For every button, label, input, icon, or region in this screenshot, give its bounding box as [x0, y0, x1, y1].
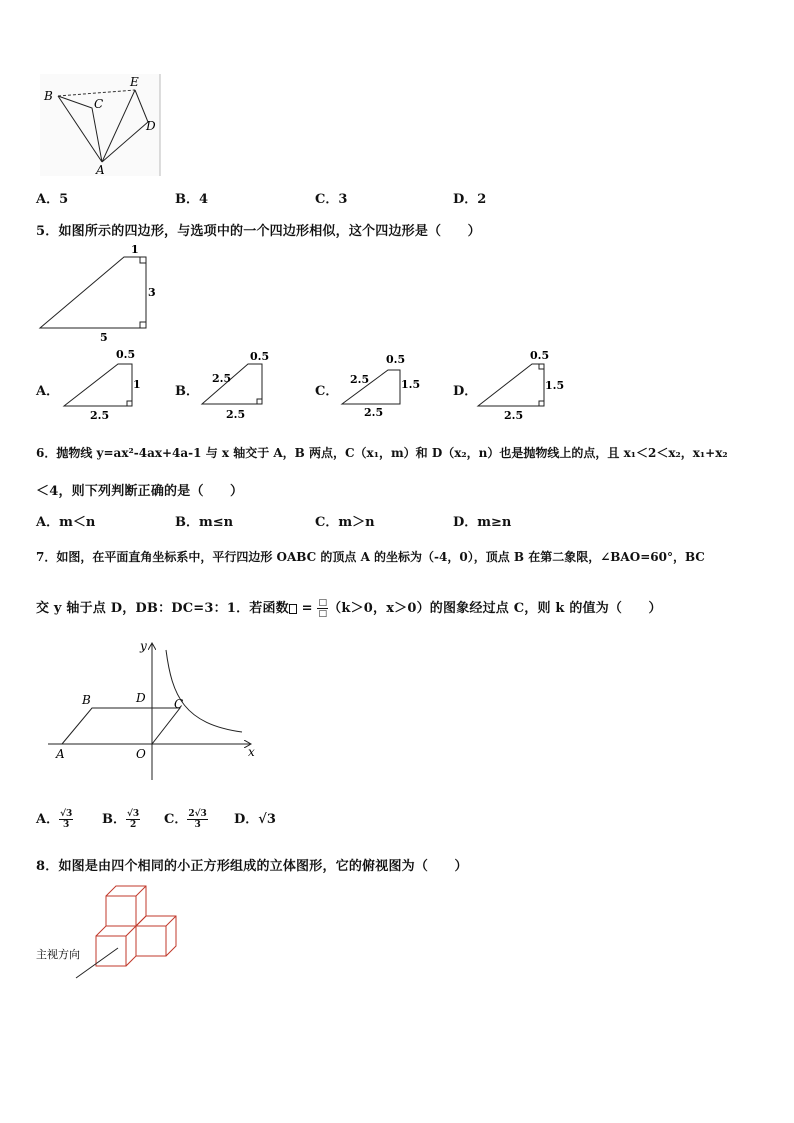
- q5-choice-a-shape: [56, 348, 146, 422]
- point-C-label: C: [174, 697, 184, 711]
- q7-opt-c-den: 3: [194, 820, 201, 830]
- c-bottom: 2.5: [364, 406, 384, 419]
- q7-option-a[interactable]: [36, 808, 73, 830]
- b-left: 2.5: [212, 372, 232, 385]
- main-right-label: 3: [148, 286, 156, 299]
- q6-question-line1: 6．抛物线 y=ax²-4ax+4a-1 与 x 轴交于 A，B 两点，C（x₁，m）和 D（x₂，n）也是抛物线上的点，且 x₁＜2＜x₂，x₁+x₂: [36, 446, 728, 460]
- view-direction-label: 主视方向: [36, 948, 80, 961]
- q7-question-line2: [36, 597, 662, 619]
- d-top: 0.5: [530, 349, 550, 362]
- q6-question-line2: ＜4，则下列判断正确的是（ ）: [36, 484, 244, 499]
- origin-label: O: [136, 747, 146, 761]
- q4-option-c[interactable]: C．3: [315, 192, 348, 207]
- c-left: 2.5: [350, 373, 370, 386]
- q7-opt-a-frac: [59, 809, 73, 830]
- label-C: C: [94, 97, 104, 111]
- b-top: 0.5: [250, 350, 270, 363]
- a-right: 1: [133, 378, 141, 391]
- q4-figure: [36, 72, 166, 180]
- q5-choice-c-shape: [336, 348, 426, 422]
- q8-cubes-figure: [30, 878, 200, 982]
- q7-opt-b-frac: [126, 809, 140, 830]
- q7-line2-b: （k＞0，x＞0）的图象经过点 C，则 k 的值为（ ）: [328, 601, 662, 616]
- q7-fraction: [317, 598, 328, 619]
- q6-option-b[interactable]: B．m≤n: [175, 515, 234, 530]
- q7-opt-d-value: √3: [258, 812, 276, 827]
- q4-option-a[interactable]: A．5: [36, 192, 69, 207]
- c-right: 1.5: [401, 378, 421, 391]
- q5-question: 5．如图所示的四边形，与选项中的一个四边形相似，这个四边形是（ ）: [36, 224, 481, 239]
- q7-opt-c-frac: [187, 809, 207, 830]
- a-top: 0.5: [116, 348, 136, 361]
- q5-choice-b-letter[interactable]: B．: [175, 384, 199, 399]
- q7-frac-num: □: [318, 598, 328, 608]
- q7-opt-a-num: √3: [60, 809, 73, 819]
- q5-choice-d-shape: [474, 348, 564, 422]
- axis-x-label: x: [248, 745, 255, 759]
- label-B: B: [44, 89, 53, 103]
- q7-opt-a-den: 3: [63, 820, 70, 830]
- label-D: D: [146, 119, 156, 133]
- point-B-label: B: [82, 693, 91, 707]
- q7-opt-b-letter: B．: [102, 812, 126, 827]
- q8-question: 8．如图是由四个相同的小正方形组成的立体图形，它的俯视图为（ ）: [36, 859, 468, 874]
- q4-option-d[interactable]: D．2: [453, 192, 487, 207]
- label-A: A: [96, 163, 105, 177]
- q7-line2-a: 交 y 轴于点 D，DB：DC=3：1．若函数: [36, 601, 289, 616]
- point-A-label: A: [56, 747, 65, 761]
- function-symbol: [289, 604, 297, 614]
- label-E: E: [130, 75, 139, 89]
- q7-option-d[interactable]: [234, 808, 276, 827]
- d-bottom: 2.5: [504, 409, 524, 422]
- q5-main-trapezoid: [36, 243, 166, 343]
- q7-eq: =: [301, 601, 313, 616]
- q6-option-a[interactable]: A．m＜n: [36, 515, 96, 530]
- main-bottom-label: 5: [100, 331, 108, 343]
- q7-graph: [44, 636, 264, 784]
- q5-choice-a-letter[interactable]: A．: [36, 384, 60, 399]
- c-top: 0.5: [386, 353, 406, 366]
- q4-option-b[interactable]: B．4: [175, 192, 209, 207]
- main-top-label: 1: [131, 243, 139, 256]
- b-bottom: 2.5: [226, 408, 246, 421]
- q5-choice-d-letter[interactable]: D．: [453, 384, 478, 399]
- point-D-label: D: [136, 691, 146, 705]
- axis-y-label: y: [140, 639, 147, 653]
- q7-opt-d-letter: D．: [234, 812, 259, 827]
- d-right: 1.5: [545, 379, 564, 392]
- q7-opt-c-num: 2√3: [188, 809, 207, 819]
- q7-option-b[interactable]: [102, 808, 140, 830]
- q6-option-c[interactable]: C．m＞n: [315, 515, 375, 530]
- q7-frac-den: □: [318, 609, 328, 619]
- q7-opt-b-den: 2: [129, 820, 137, 830]
- a-bottom: 2.5: [90, 409, 110, 422]
- q5-choice-c-letter[interactable]: C．: [315, 384, 339, 399]
- q6-option-d[interactable]: D．m≥n: [453, 515, 512, 530]
- q7-question-line1: 7．如图，在平面直角坐标系中，平行四边形 OABC 的顶点 A 的坐标为（-4，0），顶点 B 在第二象限，∠BAO=60°，BC: [36, 550, 705, 564]
- q7-opt-a-letter: A．: [36, 812, 60, 827]
- q7-option-c[interactable]: [164, 808, 208, 830]
- q5-choice-b-shape: [196, 348, 286, 422]
- q7-opt-b-num: √3: [127, 809, 140, 819]
- q7-opt-c-letter: C．: [164, 812, 188, 827]
